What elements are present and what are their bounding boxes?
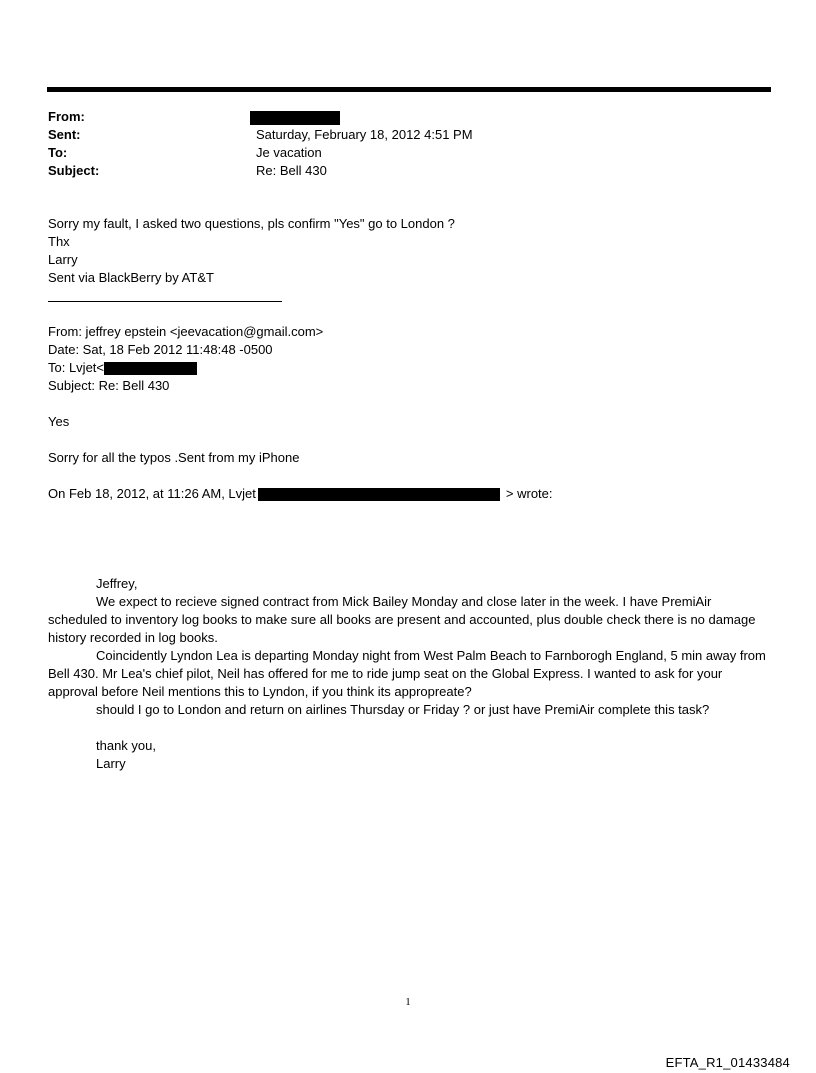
redaction-bar [258, 488, 500, 501]
redaction-bar [250, 111, 340, 125]
reply-line: Thx [48, 234, 70, 249]
page-number: 1 [405, 996, 411, 1008]
quoted-to [48, 359, 323, 377]
reply-line: Larry [48, 252, 78, 267]
subject-value: Re: Bell 430 [256, 163, 327, 178]
closing: thank you, [96, 738, 156, 753]
redaction-bar [104, 362, 197, 375]
reply-line: Sent via BlackBerry by AT&T [48, 270, 214, 285]
reply-body [48, 215, 455, 287]
attribution-suffix: > wrote: [505, 486, 553, 501]
paragraph: Coincidently Lyndon Lea is departing Monday night from West Palm Beach to Farnborogh England, 5 min away from Bell 430. Mr Lea's chief pilot, Neil has offered for me to ride jump seat on the Global Express. I wanted to ask for your approval before Neil mentions this to Lyndon, if you think its appropreate? [48, 648, 766, 699]
paragraph: We expect to recieve signed contract from Mick Bailey Monday and close later in the week. I have PremiAir scheduled to inventory log books to make sure all books are present and accounted, plus double check there is no damage history recorded in log books. [48, 594, 756, 645]
quoted-subject: Subject: Re: Bell 430 [48, 378, 170, 393]
quoted-header [48, 323, 323, 395]
bates-number: EFTA_R1_01433484 [665, 1055, 790, 1070]
subject-label: Subject: [48, 163, 100, 178]
to-label: To: [48, 145, 68, 160]
quoted-from: From: jeffrey epstein <jeevacation@gmail.com> [48, 324, 324, 339]
separator-line [48, 301, 282, 302]
paragraph: should I go to London and return on airlines Thursday or Friday ? or just have PremiAir complete this task? [96, 702, 710, 717]
quoted-date: Date: Sat, 18 Feb 2012 11:48:48 -0500 [48, 342, 273, 357]
sent-label: Sent: [48, 127, 81, 142]
from-value [256, 108, 340, 126]
quoted-yes: Yes [48, 414, 70, 429]
quoted-to-text: To: Lvjet< [48, 360, 105, 375]
quoted-typos: Sorry for all the typos .Sent from my iPhone [48, 450, 300, 465]
from-label: From: [48, 109, 85, 124]
greeting: Jeffrey, [96, 576, 138, 591]
quoted-attribution [48, 485, 553, 503]
sent-value: Saturday, February 18, 2012 4:51 PM [256, 127, 473, 142]
top-rule [47, 87, 771, 92]
reply-line: Sorry my fault, I asked two questions, pls confirm "Yes" go to London ? [48, 216, 455, 231]
original-message [48, 575, 768, 773]
to-value: Je vacation [256, 145, 322, 160]
attribution-prefix: On Feb 18, 2012, at 11:26 AM, Lvjet [48, 486, 256, 501]
signature-name: Larry [96, 756, 126, 771]
